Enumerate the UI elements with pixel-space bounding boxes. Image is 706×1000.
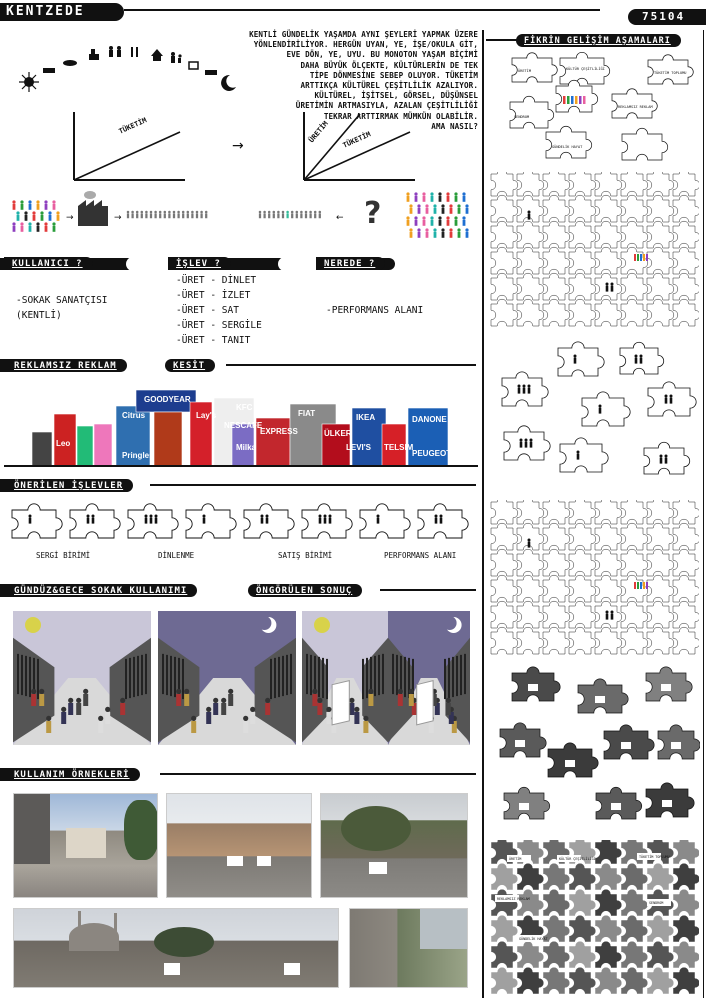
function-puzzle-piece bbox=[12, 504, 62, 538]
grid-puzzle-piece bbox=[647, 863, 674, 890]
section-fikrin-gelisim: FİKRİN GELİŞİM AŞAMALARI bbox=[516, 34, 681, 47]
grid-puzzle-piece bbox=[517, 500, 544, 524]
grid-puzzle-piece bbox=[647, 549, 674, 576]
colorful-crowd-left bbox=[12, 200, 59, 231]
grid-puzzle-piece bbox=[595, 523, 622, 550]
caption-sergi: SERGİ BİRİMİ bbox=[36, 551, 91, 560]
brand-label: FIAT bbox=[298, 409, 316, 418]
grid-puzzle-piece bbox=[517, 627, 544, 654]
grid-puzzle-piece bbox=[569, 172, 596, 196]
grid-puzzle-piece bbox=[647, 575, 674, 602]
function-puzzle-piece bbox=[360, 504, 410, 538]
grid-puzzle-piece bbox=[517, 889, 544, 916]
grid-puzzle-piece bbox=[673, 941, 699, 968]
grid-puzzle-piece bbox=[543, 172, 570, 196]
function-puzzle-piece bbox=[70, 504, 120, 538]
consumption-graph-left bbox=[70, 110, 190, 185]
street-day-panel bbox=[13, 611, 151, 745]
tab-gap-1 bbox=[126, 257, 172, 271]
grid-puzzle-piece bbox=[595, 967, 622, 994]
grid-puzzle-piece bbox=[543, 863, 570, 890]
grid-puzzle-piece bbox=[491, 863, 518, 890]
photo-puzzle-piece bbox=[646, 783, 694, 817]
gunduz-rule bbox=[380, 589, 476, 591]
grid-puzzle-piece bbox=[517, 967, 544, 994]
grid-puzzle-piece bbox=[569, 941, 596, 968]
car-icon bbox=[63, 60, 77, 66]
silhouette-puzzle-piece bbox=[558, 342, 604, 376]
brand-label: TELSIM bbox=[384, 443, 414, 452]
process-diagram bbox=[8, 188, 478, 246]
grid-puzzle-label: TÜKETİM TOPLUMU bbox=[639, 855, 670, 859]
kesit-rule bbox=[226, 364, 476, 366]
grid-puzzle-piece bbox=[673, 195, 699, 222]
example-photo-street bbox=[349, 908, 468, 988]
grid-puzzle-piece bbox=[543, 273, 570, 300]
grid-puzzle-piece bbox=[673, 627, 699, 654]
factory-icon bbox=[78, 191, 108, 226]
brand-label: Pringles bbox=[122, 451, 154, 460]
grid-puzzle-piece bbox=[543, 627, 570, 654]
intro-line: AMA NASIL? bbox=[431, 121, 478, 131]
uniform-crowd-mixed bbox=[259, 211, 321, 219]
grid-puzzle-piece bbox=[543, 601, 570, 628]
grid-puzzle-piece bbox=[621, 172, 648, 196]
grid-puzzle-piece bbox=[491, 523, 518, 550]
grid-puzzle-piece bbox=[569, 273, 596, 300]
loose-photo-puzzle-pieces bbox=[494, 665, 700, 825]
grid-puzzle-piece bbox=[569, 195, 596, 222]
tab-nerede: NEREDE ? bbox=[316, 257, 385, 270]
brand-label: KFC bbox=[236, 403, 253, 412]
svg-text:→: → bbox=[114, 213, 122, 223]
grid-puzzle-piece bbox=[621, 523, 648, 550]
intro-line: DAHA BÜYÜK ÖLÇEKTE, KÜLTÜRLERİN DE TEK bbox=[300, 60, 478, 70]
example-photo-mosque bbox=[13, 908, 339, 988]
grid-puzzle-piece bbox=[517, 299, 544, 326]
function-puzzle-piece bbox=[302, 504, 352, 538]
production-graph-right bbox=[300, 110, 420, 185]
grid-puzzle-piece bbox=[673, 549, 699, 576]
grid-puzzle-piece bbox=[543, 941, 570, 968]
photo-puzzle-grid bbox=[489, 840, 699, 995]
people-icon bbox=[109, 46, 121, 57]
ornekler-rule bbox=[160, 773, 476, 775]
grid-puzzle-piece bbox=[517, 221, 544, 248]
islev-list bbox=[176, 273, 262, 348]
grid-puzzle-piece bbox=[517, 575, 544, 602]
photo-puzzle-piece bbox=[604, 725, 654, 759]
function-puzzle-piece bbox=[186, 504, 236, 538]
grid-puzzle-piece bbox=[595, 549, 622, 576]
question-mark: ? bbox=[364, 196, 382, 231]
grid-puzzle-piece bbox=[491, 549, 518, 576]
grid-puzzle-piece bbox=[491, 172, 518, 196]
grid-puzzle-piece bbox=[673, 863, 699, 890]
intro-line: ARTTIKÇA KÜLTÜREL ÇEŞİTLİLİK AZALIYOR. bbox=[300, 81, 478, 91]
example-photo-station bbox=[166, 793, 312, 898]
svg-text:→: → bbox=[66, 213, 74, 223]
grid-puzzle-piece bbox=[569, 299, 596, 326]
intro-line: EVE DÖN, YE, UYU. BU MONOTON YAŞAM BİÇİMİ bbox=[286, 50, 478, 60]
grid-puzzle-piece bbox=[491, 967, 518, 994]
grid-puzzle-piece bbox=[647, 967, 674, 994]
grid-puzzle-piece bbox=[543, 299, 570, 326]
brand-label: GOODYEAR bbox=[144, 395, 191, 404]
brand-label: Milka bbox=[236, 443, 257, 452]
tab-gap-2 bbox=[278, 257, 318, 271]
brand-label: Lay's bbox=[196, 411, 217, 420]
example-photo-square bbox=[13, 793, 158, 898]
onerilen-rule bbox=[150, 484, 476, 486]
grid-puzzle-piece bbox=[491, 195, 518, 222]
grid-puzzle-piece bbox=[673, 601, 699, 628]
grid-puzzle-piece bbox=[543, 500, 570, 524]
grid-puzzle-piece bbox=[621, 941, 648, 968]
photo-puzzle-piece bbox=[512, 667, 560, 701]
grid-puzzle-piece bbox=[647, 915, 674, 942]
concept-puzzle-piece bbox=[622, 128, 668, 160]
concept-puzzle-piece bbox=[546, 126, 592, 158]
uniform-crowd bbox=[127, 211, 208, 219]
grid-puzzle-piece bbox=[673, 967, 699, 994]
billboard-block bbox=[154, 412, 182, 466]
grid-puzzle-piece bbox=[517, 549, 544, 576]
grid-puzzle-piece bbox=[621, 195, 648, 222]
intro-line: ÜRETİMİN ARTMASIYLA, AZALAN ÇEŞİTLİLİĞİ bbox=[295, 101, 478, 111]
puzzle-grid-1 bbox=[489, 172, 699, 328]
section-reklamsiz-reklam: REKLAMSIZ REKLAM bbox=[0, 359, 127, 372]
silhouette-puzzle-piece bbox=[582, 392, 630, 426]
photo-puzzle-piece bbox=[646, 667, 692, 701]
grid-puzzle-piece bbox=[517, 172, 544, 196]
grid-puzzle-piece bbox=[673, 889, 699, 916]
grid-puzzle-piece bbox=[647, 523, 674, 550]
caption-performans: PERFORMANS ALANI bbox=[384, 551, 457, 560]
kullanici-list bbox=[16, 293, 108, 323]
billboard-skyline bbox=[4, 384, 478, 474]
grid-puzzle-piece bbox=[621, 299, 648, 326]
grid-puzzle-piece bbox=[647, 273, 674, 300]
brand-label: NESCAFE bbox=[224, 421, 263, 430]
grid-puzzle-piece bbox=[673, 840, 699, 864]
grid-puzzle-piece bbox=[543, 967, 570, 994]
header-code: 75104 bbox=[642, 10, 686, 23]
grid-puzzle-piece bbox=[543, 889, 570, 916]
section-ongorulen-sonuc: ÖNGÖRÜLEN SONUÇ bbox=[248, 584, 362, 597]
function-puzzle-row bbox=[6, 498, 476, 548]
concept-puzzle-piece bbox=[510, 96, 554, 128]
grid-puzzle-piece bbox=[517, 247, 544, 274]
brand-label: PEUGEOT bbox=[412, 449, 452, 458]
grid-puzzle-piece bbox=[595, 575, 622, 602]
grid-puzzle-piece bbox=[517, 863, 544, 890]
grid-puzzle-label: GÜNDELİK HAYAT bbox=[519, 937, 548, 941]
grid-puzzle-label: REKLAMSIZ REKLAM bbox=[497, 897, 530, 901]
grid-puzzle-piece bbox=[673, 299, 699, 326]
grid-puzzle-piece bbox=[595, 247, 622, 274]
grid-puzzle-piece bbox=[595, 863, 622, 890]
silhouette-puzzle-piece bbox=[560, 438, 608, 472]
column-divider bbox=[482, 30, 484, 998]
grid-puzzle-piece bbox=[647, 221, 674, 248]
intro-line: KÜLTÜREL, İŞİTSEL, GÖRSEL, DÜŞÜNSEL bbox=[314, 91, 478, 101]
graph-label-tuketim-right: TÜKETİM bbox=[341, 130, 372, 150]
puzzle-label: REKLAMSIZ REKLAM bbox=[618, 105, 653, 109]
islev-item: -ÜRET - TANIT bbox=[176, 335, 251, 346]
example-photo-trees bbox=[320, 793, 468, 898]
puzzle-label: KÜLTÜR ÇEŞİTLİLİĞİ bbox=[566, 67, 605, 71]
puzzle-grid-2 bbox=[489, 500, 699, 656]
grid-puzzle-piece bbox=[543, 221, 570, 248]
grid-puzzle-piece bbox=[517, 601, 544, 628]
billboard-block bbox=[94, 424, 112, 466]
grid-puzzle-piece bbox=[647, 941, 674, 968]
grid-puzzle-piece bbox=[569, 863, 596, 890]
grid-puzzle-piece bbox=[569, 500, 596, 524]
billboard-block bbox=[32, 432, 52, 466]
intro-line: TEKRAR ARTTIRMAK MÜMKÜN OLABİLİR. bbox=[323, 111, 478, 121]
grid-puzzle-piece bbox=[595, 273, 622, 300]
grid-puzzle-piece bbox=[621, 840, 648, 864]
grid-puzzle-piece bbox=[673, 575, 699, 602]
islev-item: -ÜRET - SAT bbox=[176, 305, 239, 316]
tab-islev: İŞLEV ? bbox=[168, 257, 231, 270]
nerede-list bbox=[326, 303, 423, 318]
street-day-result-panel bbox=[302, 611, 388, 745]
grid-puzzle-piece bbox=[621, 601, 648, 628]
grid-puzzle-piece bbox=[673, 172, 699, 196]
grid-puzzle-piece bbox=[491, 575, 518, 602]
intro-line: TİPE DÖNMESİNE SEBEP OLUYOR. TÜKETİM bbox=[309, 70, 478, 80]
grid-puzzle-piece bbox=[569, 575, 596, 602]
intro-line: YÖNLENDİRİLİYOR. HERGÜN UYAN, YE, İŞE/OKULA GİT, bbox=[253, 40, 478, 50]
grid-puzzle-piece bbox=[673, 915, 699, 942]
grid-puzzle-piece bbox=[569, 523, 596, 550]
photo-puzzle-piece bbox=[548, 743, 598, 777]
grid-puzzle-label: SENDROM bbox=[649, 901, 664, 905]
grid-puzzle-piece bbox=[673, 221, 699, 248]
colorful-crowd-right bbox=[406, 192, 468, 237]
grid-puzzle-piece bbox=[673, 247, 699, 274]
grid-puzzle-piece bbox=[673, 523, 699, 550]
function-puzzle-piece bbox=[418, 504, 468, 538]
grid-puzzle-piece bbox=[621, 889, 648, 916]
grid-puzzle-piece bbox=[569, 915, 596, 942]
puzzle-label: GÜNDELİK HAYAT bbox=[552, 145, 583, 149]
grid-puzzle-piece bbox=[517, 523, 544, 550]
puzzle-label: TÜKETİM TOPLUMU bbox=[654, 71, 687, 75]
grid-puzzle-piece bbox=[543, 247, 570, 274]
grid-puzzle-piece bbox=[569, 549, 596, 576]
grid-puzzle-piece bbox=[621, 863, 648, 890]
grid-puzzle-piece bbox=[569, 601, 596, 628]
grid-puzzle-piece bbox=[621, 221, 648, 248]
photo-puzzle-piece bbox=[658, 725, 700, 759]
grid-puzzle-piece bbox=[569, 247, 596, 274]
grid-puzzle-piece bbox=[491, 273, 518, 300]
svg-text:←: ← bbox=[336, 213, 344, 223]
grid-puzzle-label: KÜLTÜR ÇEŞİTLİLİĞİ bbox=[559, 857, 596, 861]
brand-label: ÜLKER bbox=[324, 429, 352, 438]
grid-puzzle-piece bbox=[647, 500, 674, 524]
intro-line: KENTLİ GÜNDELİK YAŞAMDA AYNI ŞEYLERİ YAPMAK ÜZERE bbox=[249, 30, 478, 39]
brand-label: Citrus bbox=[122, 411, 146, 420]
grid-puzzle-piece bbox=[647, 247, 674, 274]
grid-puzzle-piece bbox=[595, 195, 622, 222]
grid-puzzle-piece bbox=[491, 500, 518, 524]
section-onerilen-islevler: ÖNERİLEN İŞLEVLER bbox=[0, 479, 133, 492]
grid-puzzle-piece bbox=[517, 941, 544, 968]
grid-puzzle-piece bbox=[647, 299, 674, 326]
grid-puzzle-piece bbox=[673, 500, 699, 524]
eat-icon bbox=[131, 47, 138, 57]
street-night-panel bbox=[158, 611, 296, 745]
concept-puzzle-piece bbox=[648, 55, 693, 84]
bed-icon bbox=[43, 68, 55, 73]
grid-puzzle-piece bbox=[621, 967, 648, 994]
photo-puzzle-piece bbox=[500, 723, 546, 757]
caption-dinlenme: DİNLENME bbox=[158, 551, 195, 560]
grid-puzzle-piece bbox=[621, 915, 648, 942]
grid-puzzle-piece bbox=[647, 172, 674, 196]
grid-puzzle-piece bbox=[595, 889, 622, 916]
grid-puzzle-piece bbox=[595, 627, 622, 654]
loose-puzzle-pieces-2 bbox=[494, 340, 700, 490]
section-kullanim-ornekleri: KULLANIM ÖRNEKLERİ bbox=[0, 768, 140, 781]
grid-puzzle-piece bbox=[621, 627, 648, 654]
fikrin-rule bbox=[486, 39, 518, 41]
street-night-result-panel bbox=[388, 611, 470, 745]
nerede-item: -PERFORMANS ALANI bbox=[326, 305, 424, 316]
kullanici-item: (KENTLİ) bbox=[16, 310, 62, 321]
grid-puzzle-piece bbox=[491, 915, 518, 942]
grid-puzzle-piece bbox=[569, 889, 596, 916]
puzzle-label: SENDROM bbox=[514, 115, 530, 119]
kullanici-item: -SOKAK SANATÇISI bbox=[16, 295, 108, 306]
brand-label: IKEA bbox=[356, 413, 376, 422]
grid-puzzle-piece bbox=[569, 967, 596, 994]
grid-puzzle-piece bbox=[491, 299, 518, 326]
islev-item: -ÜRET - İZLET bbox=[176, 290, 251, 301]
graph-label-uretim: ÜRETİM bbox=[307, 119, 330, 145]
grid-puzzle-piece bbox=[621, 500, 648, 524]
grid-puzzle-piece bbox=[647, 601, 674, 628]
grid-puzzle-piece bbox=[491, 601, 518, 628]
brand-label: Leo bbox=[56, 439, 71, 448]
graph-label-tuketim: TÜKETİM bbox=[117, 116, 148, 136]
islev-item: -ÜRET - DİNLET bbox=[176, 275, 257, 286]
grid-puzzle-piece bbox=[517, 195, 544, 222]
grid-puzzle-piece bbox=[595, 172, 622, 196]
photo-puzzle-piece bbox=[578, 679, 628, 713]
grid-puzzle-piece bbox=[595, 601, 622, 628]
tab-kullanici: KULLANICI ? bbox=[4, 257, 93, 270]
brand-label: LEVI'S bbox=[346, 443, 372, 452]
grid-puzzle-piece bbox=[543, 195, 570, 222]
brand-label: EXPRESS bbox=[260, 427, 298, 436]
header-rule bbox=[124, 9, 600, 11]
grid-puzzle-piece bbox=[491, 247, 518, 274]
header-title: KENTZEDE bbox=[6, 4, 85, 19]
grid-puzzle-piece bbox=[595, 500, 622, 524]
grid-puzzle-piece bbox=[543, 575, 570, 602]
grid-puzzle-piece bbox=[517, 273, 544, 300]
grid-puzzle-piece bbox=[647, 195, 674, 222]
islev-item: -ÜRET - SERGİLE bbox=[176, 320, 262, 331]
grid-puzzle-piece bbox=[595, 941, 622, 968]
grid-puzzle-piece bbox=[491, 221, 518, 248]
grid-puzzle-piece bbox=[491, 627, 518, 654]
desk-icon bbox=[89, 49, 99, 60]
grid-puzzle-piece bbox=[543, 549, 570, 576]
grid-puzzle-piece bbox=[647, 627, 674, 654]
grid-puzzle-piece bbox=[621, 549, 648, 576]
section-kesit: KESİT bbox=[165, 359, 215, 372]
grid-puzzle-piece bbox=[491, 941, 518, 968]
graph-arrow: → bbox=[232, 138, 244, 154]
grid-puzzle-piece bbox=[569, 221, 596, 248]
grid-puzzle-piece bbox=[595, 840, 622, 864]
concept-puzzle-piece bbox=[512, 53, 557, 82]
billboard-block bbox=[77, 426, 93, 466]
grid-puzzle-piece bbox=[595, 221, 622, 248]
sun-icon bbox=[19, 72, 39, 92]
grid-puzzle-piece bbox=[595, 915, 622, 942]
caption-satis: SATIŞ BİRİMİ bbox=[278, 551, 333, 560]
puzzle-label: ÜRETİM bbox=[518, 69, 531, 73]
right-border bbox=[703, 30, 704, 998]
grid-puzzle-piece bbox=[569, 627, 596, 654]
function-puzzle-piece bbox=[244, 504, 294, 538]
brand-label: DANONE bbox=[412, 415, 447, 424]
loose-puzzle-pieces-1 bbox=[500, 52, 700, 170]
grid-puzzle-piece bbox=[491, 889, 518, 916]
grid-puzzle-piece bbox=[673, 273, 699, 300]
grid-puzzle-piece bbox=[543, 523, 570, 550]
function-puzzle-piece bbox=[128, 504, 178, 538]
grid-puzzle-piece bbox=[595, 299, 622, 326]
grid-puzzle-label: ÜRETİM bbox=[509, 857, 522, 861]
grid-puzzle-piece bbox=[621, 273, 648, 300]
section-gunduz-gece: GÜNDÜZ&GECE SOKAK KULLANIMI bbox=[0, 584, 197, 597]
concept-puzzle-piece bbox=[612, 89, 657, 118]
grid-puzzle-piece bbox=[647, 840, 674, 864]
